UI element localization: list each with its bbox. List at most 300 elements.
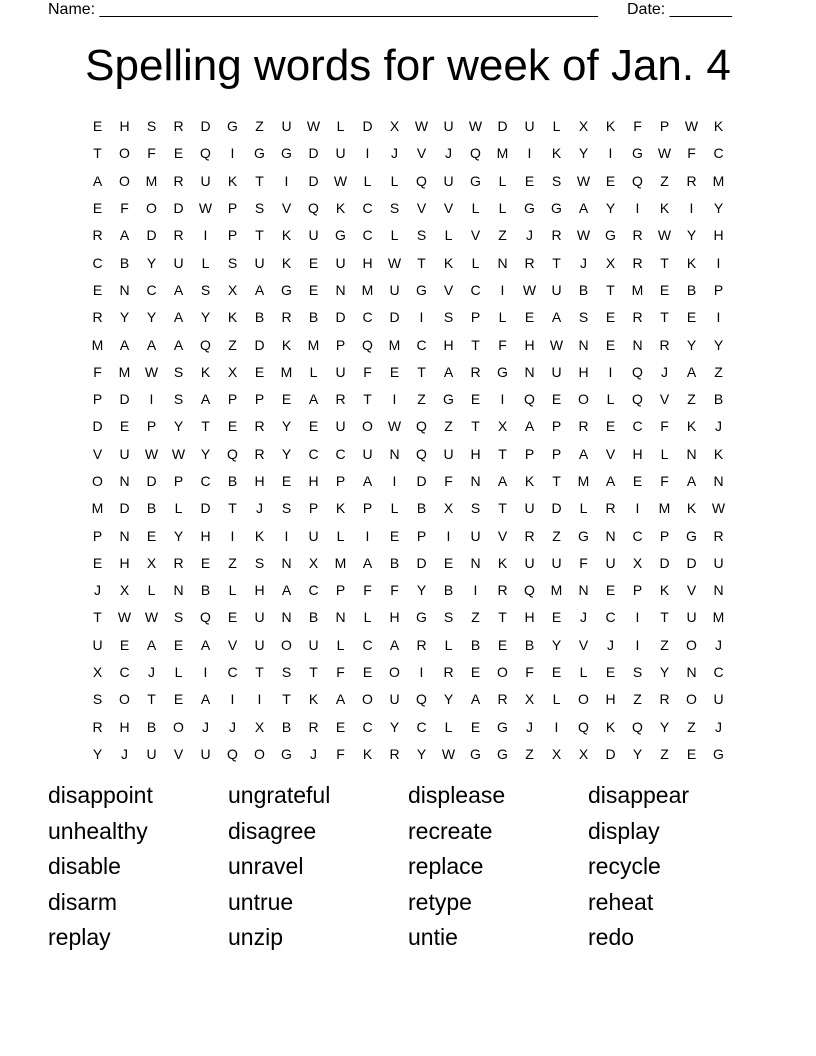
grid-letter[interactable]: U [92,636,103,653]
grid-letter[interactable]: J [391,145,398,162]
grid-letter[interactable]: X [119,582,130,599]
grid-letter[interactable]: U [173,254,184,271]
grid-letter[interactable]: R [443,664,454,681]
grid-letter[interactable]: U [524,500,535,517]
grid-letter[interactable]: Z [660,745,669,762]
grid-letter[interactable]: U [308,527,319,544]
grid-letter[interactable]: G [497,718,508,735]
grid-letter[interactable]: L [471,200,480,217]
grid-letter[interactable]: E [605,664,616,681]
grid-letter[interactable]: Z [444,418,453,435]
grid-letter[interactable]: A [389,636,400,653]
grid-letter[interactable]: Q [470,145,481,162]
grid-letter[interactable]: L [498,309,507,326]
grid-letter[interactable]: L [228,582,237,599]
grid-letter[interactable]: H [254,582,265,599]
grid-letter[interactable]: U [713,691,724,708]
grid-letter[interactable]: D [416,473,427,489]
grid-letter[interactable]: Y [632,745,643,762]
grid-letter[interactable]: R [659,691,670,708]
grid-letter[interactable]: R [173,172,184,189]
grid-letter[interactable]: C [605,609,616,626]
grid-letter[interactable]: K [362,745,373,762]
grid-letter[interactable]: H [713,227,724,244]
grid-letter[interactable]: H [632,445,643,462]
grid-letter[interactable]: B [470,636,481,653]
grid-letter[interactable]: L [498,172,507,189]
grid-letter[interactable]: B [146,718,157,735]
grid-letter[interactable]: P [659,118,670,135]
grid-letter[interactable]: O [362,691,373,708]
grid-letter[interactable]: K [713,118,724,135]
grid-letter[interactable]: U [308,636,319,653]
grid-letter[interactable]: Y [173,527,184,544]
grid-letter[interactable]: P [254,391,265,408]
grid-letter[interactable]: O [92,473,103,489]
grid-letter[interactable]: K [605,718,616,735]
grid-letter[interactable]: N [119,281,130,298]
grid-letter[interactable]: E [605,309,616,326]
grid-letter[interactable]: E [92,281,103,298]
grid-letter[interactable]: S [173,391,184,408]
grid-letter[interactable]: G [524,200,535,217]
grid-letter[interactable]: U [443,118,454,135]
grid-letter[interactable]: T [498,445,507,462]
grid-letter[interactable]: E [632,473,643,489]
grid-letter[interactable]: H [605,691,616,708]
grid-letter[interactable]: Q [200,145,211,162]
grid-letter[interactable]: U [713,554,724,571]
grid-letter[interactable]: C [335,445,346,462]
grid-letter[interactable]: E [281,391,292,408]
grid-letter[interactable]: H [443,336,454,353]
grid-letter[interactable]: E [173,691,184,708]
grid-letter[interactable]: R [281,309,292,326]
grid-letter[interactable]: S [443,609,454,626]
grid-letter[interactable]: S [578,309,589,326]
grid-letter[interactable]: L [444,636,453,653]
grid-letter[interactable]: Y [659,664,670,681]
grid-letter[interactable]: A [146,336,157,353]
grid-letter[interactable]: W [144,609,159,626]
grid-letter[interactable]: U [443,172,454,189]
grid-letter[interactable]: P [470,309,481,326]
grid-letter[interactable]: U [551,281,562,298]
grid-letter[interactable]: O [119,691,130,708]
grid-letter[interactable]: T [660,609,669,626]
grid-letter[interactable]: E [551,664,562,681]
grid-letter[interactable]: U [254,636,265,653]
grid-letter[interactable]: P [146,418,157,435]
grid-letter[interactable]: W [387,254,402,271]
grid-letter[interactable]: C [713,145,724,162]
grid-letter[interactable]: G [713,745,724,762]
grid-letter[interactable]: P [308,500,319,517]
grid-letter[interactable]: H [119,718,130,735]
grid-letter[interactable]: G [686,527,697,544]
grid-letter[interactable]: I [716,254,721,271]
grid-letter[interactable]: A [173,281,184,298]
grid-letter[interactable]: L [606,391,615,408]
grid-letter[interactable]: S [173,609,184,626]
grid-letter[interactable]: E [92,200,103,217]
grid-letter[interactable]: L [552,118,561,135]
grid-letter[interactable]: F [498,336,507,353]
grid-letter[interactable]: N [389,445,400,462]
grid-letter[interactable]: A [200,691,211,708]
grid-letter[interactable]: Y [713,336,724,353]
grid-letter[interactable]: Y [389,718,400,735]
grid-letter[interactable]: O [119,145,130,162]
grid-letter[interactable]: K [227,309,238,326]
grid-letter[interactable]: C [416,718,427,735]
grid-letter[interactable]: X [254,718,265,735]
grid-letter[interactable]: D [200,118,211,135]
grid-letter[interactable]: R [173,227,184,244]
grid-letter[interactable]: Y [173,418,184,435]
grid-letter[interactable]: G [551,200,562,217]
grid-letter[interactable]: A [119,336,130,353]
grid-letter[interactable]: Y [416,582,427,599]
grid-letter[interactable]: E [524,309,535,326]
grid-letter[interactable]: U [524,118,535,135]
grid-letter[interactable]: E [92,554,103,571]
grid-letter[interactable]: E [497,636,508,653]
grid-letter[interactable]: U [551,363,562,380]
grid-letter[interactable]: W [387,418,402,435]
grid-letter[interactable]: E [659,281,670,298]
grid-letter[interactable]: Q [632,718,643,735]
grid-letter[interactable]: L [336,527,345,544]
grid-letter[interactable]: O [281,636,292,653]
grid-letter[interactable]: C [713,664,724,681]
grid-letter[interactable]: C [416,336,427,353]
grid-letter[interactable]: O [119,172,130,189]
grid-letter[interactable]: P [227,227,238,244]
grid-letter[interactable]: C [362,636,373,653]
grid-letter[interactable]: E [443,554,454,571]
grid-letter[interactable]: J [94,582,101,599]
grid-letter[interactable]: X [497,418,508,435]
grid-letter[interactable]: E [362,664,373,681]
grid-letter[interactable]: D [308,172,319,189]
grid-letter[interactable]: X [443,500,454,517]
grid-letter[interactable]: I [230,145,235,162]
grid-letter[interactable]: T [363,391,372,408]
grid-letter[interactable]: Q [416,445,427,462]
grid-letter[interactable]: E [470,664,481,681]
grid-letter[interactable]: F [444,473,453,489]
grid-letter[interactable]: K [281,227,292,244]
grid-letter[interactable]: O [686,691,697,708]
grid-letter[interactable]: P [713,281,724,298]
grid-letter[interactable]: T [552,254,561,271]
grid-letter[interactable]: H [362,254,373,271]
grid-letter[interactable]: U [119,445,130,462]
grid-letter[interactable]: N [686,445,697,462]
grid-letter[interactable]: N [713,582,724,599]
grid-letter[interactable]: G [416,281,427,298]
grid-letter[interactable]: B [146,500,157,517]
grid-letter[interactable]: V [497,527,508,544]
grid-letter[interactable]: H [200,527,211,544]
grid-letter[interactable]: I [230,691,235,708]
grid-letter[interactable]: I [716,309,721,326]
grid-letter[interactable]: M [118,363,131,380]
grid-letter[interactable]: G [605,227,616,244]
grid-letter[interactable]: G [335,227,346,244]
grid-letter[interactable]: F [336,745,345,762]
grid-letter[interactable]: R [632,309,643,326]
grid-letter[interactable]: I [257,691,262,708]
grid-letter[interactable]: E [470,391,481,408]
grid-letter[interactable]: Z [525,745,534,762]
grid-letter[interactable]: W [333,172,348,189]
grid-letter[interactable]: M [361,281,374,298]
grid-letter[interactable]: I [635,609,640,626]
grid-letter[interactable]: I [230,527,235,544]
grid-letter[interactable]: Y [686,336,697,353]
grid-letter[interactable]: M [334,554,347,571]
grid-letter[interactable]: T [309,664,318,681]
grid-letter[interactable]: F [390,582,399,599]
grid-letter[interactable]: N [578,582,589,599]
grid-letter[interactable]: K [605,118,616,135]
grid-letter[interactable]: S [173,363,184,380]
grid-letter[interactable]: R [497,691,508,708]
grid-letter[interactable]: K [713,445,724,462]
grid-letter[interactable]: J [256,500,263,517]
grid-letter[interactable]: Q [308,200,319,217]
grid-letter[interactable]: N [470,473,481,489]
grid-letter[interactable]: U [524,554,535,571]
grid-letter[interactable]: S [92,691,103,708]
grid-letter[interactable]: R [92,227,103,244]
grid-letter[interactable]: K [335,500,346,517]
grid-letter[interactable]: Z [687,718,696,735]
grid-letter[interactable]: A [254,281,265,298]
grid-letter[interactable]: L [660,445,669,462]
grid-letter[interactable]: I [473,582,478,599]
grid-letter[interactable]: V [416,200,427,217]
grid-letter[interactable]: X [578,118,589,135]
grid-letter[interactable]: U [308,227,319,244]
grid-letter[interactable]: R [497,582,508,599]
grid-letter[interactable]: M [388,336,401,353]
grid-letter[interactable]: Q [362,336,373,353]
grid-letter[interactable]: B [524,636,535,653]
grid-letter[interactable]: U [335,363,346,380]
grid-letter[interactable]: Q [524,391,535,408]
grid-letter[interactable]: M [658,500,671,517]
grid-letter[interactable]: W [171,445,186,462]
grid-letter[interactable]: U [389,281,400,298]
grid-letter[interactable]: X [551,745,562,762]
grid-letter[interactable]: Y [146,254,157,271]
grid-letter[interactable]: F [120,200,129,217]
grid-letter[interactable]: D [200,500,211,517]
grid-letter[interactable]: J [445,145,452,162]
grid-letter[interactable]: F [660,418,669,435]
grid-letter[interactable]: R [416,636,427,653]
grid-letter[interactable]: D [146,227,157,244]
grid-letter[interactable]: A [470,691,481,708]
grid-letter[interactable]: C [362,200,373,217]
grid-letter[interactable]: E [281,473,292,489]
grid-letter[interactable]: R [632,254,643,271]
grid-letter[interactable]: J [229,718,236,735]
grid-letter[interactable]: L [201,254,210,271]
grid-letter[interactable]: M [712,172,725,189]
grid-letter[interactable]: T [552,473,561,489]
grid-letter[interactable]: T [660,309,669,326]
grid-letter[interactable]: E [227,418,238,435]
grid-letter[interactable]: Q [200,609,211,626]
grid-letter[interactable]: O [578,691,589,708]
grid-letter[interactable]: E [119,636,130,653]
grid-letter[interactable]: B [416,500,427,517]
grid-letter[interactable]: R [308,718,319,735]
grid-letter[interactable]: O [146,200,157,217]
grid-letter[interactable]: B [254,309,265,326]
name-field[interactable]: Name: ________________________________________________________ [48,1,598,18]
grid-letter[interactable]: Q [632,363,643,380]
grid-letter[interactable]: X [605,254,616,271]
grid-letter[interactable]: Y [146,309,157,326]
grid-letter[interactable]: L [498,200,507,217]
grid-letter[interactable]: S [281,500,292,517]
grid-letter[interactable]: F [579,554,588,571]
grid-letter[interactable]: L [390,172,399,189]
grid-letter[interactable]: Y [686,227,697,244]
grid-letter[interactable]: J [715,418,722,435]
grid-letter[interactable]: U [335,418,346,435]
grid-letter[interactable]: D [605,745,616,762]
grid-letter[interactable]: E [92,118,103,135]
grid-letter[interactable]: P [551,418,562,435]
grid-letter[interactable]: W [576,172,591,189]
grid-letter[interactable]: T [498,500,507,517]
grid-letter[interactable]: P [632,582,643,599]
date-field[interactable]: Date: _______ [627,1,732,18]
grid-letter[interactable]: O [686,636,697,653]
grid-letter[interactable]: E [146,527,157,544]
grid-letter[interactable]: E [605,582,616,599]
grid-letter[interactable]: F [660,473,669,489]
grid-letter[interactable]: I [446,527,451,544]
grid-letter[interactable]: D [146,473,157,489]
grid-letter[interactable]: G [281,145,292,162]
grid-letter[interactable]: P [362,500,373,517]
grid-letter[interactable]: P [335,582,346,599]
grid-letter[interactable]: U [335,254,346,271]
grid-letter[interactable]: T [201,418,210,435]
grid-letter[interactable]: O [362,418,373,435]
grid-letter[interactable]: G [578,527,589,544]
grid-letter[interactable]: J [580,254,587,271]
grid-letter[interactable]: D [416,554,427,571]
grid-letter[interactable]: B [443,582,454,599]
grid-letter[interactable]: N [497,254,508,271]
grid-letter[interactable]: Z [228,554,237,571]
grid-letter[interactable]: P [92,391,103,408]
grid-letter[interactable]: J [715,718,722,735]
grid-letter[interactable]: N [605,527,616,544]
grid-letter[interactable]: R [389,745,400,762]
grid-letter[interactable]: S [632,664,643,681]
grid-letter[interactable]: T [606,281,615,298]
grid-letter[interactable]: A [578,200,589,217]
grid-letter[interactable]: I [635,500,640,517]
grid-letter[interactable]: E [200,554,211,571]
grid-letter[interactable]: A [686,473,697,489]
grid-letter[interactable]: C [92,254,103,271]
grid-letter[interactable]: J [310,745,317,762]
grid-letter[interactable]: M [631,281,644,298]
grid-letter[interactable]: R [92,309,103,326]
grid-letter[interactable]: E [605,172,616,189]
grid-letter[interactable]: N [335,281,346,298]
grid-letter[interactable]: W [414,118,429,135]
grid-letter[interactable]: X [389,118,400,135]
grid-letter[interactable]: A [497,473,508,489]
grid-letter[interactable]: H [308,473,319,489]
grid-letter[interactable]: W [144,363,159,380]
grid-letter[interactable]: R [470,363,481,380]
grid-letter[interactable]: C [227,664,238,681]
grid-letter[interactable]: G [254,145,265,162]
grid-letter[interactable]: V [443,281,454,298]
grid-letter[interactable]: R [335,391,346,408]
grid-letter[interactable]: W [441,745,456,762]
grid-letter[interactable]: A [335,691,346,708]
grid-letter[interactable]: X [632,554,643,571]
grid-letter[interactable]: X [524,691,535,708]
grid-letter[interactable]: A [686,363,697,380]
grid-letter[interactable]: I [392,391,397,408]
grid-letter[interactable]: V [92,445,103,462]
grid-letter[interactable]: A [146,636,157,653]
grid-letter[interactable]: U [254,609,265,626]
grid-letter[interactable]: G [632,145,643,162]
grid-letter[interactable]: P [173,473,184,489]
grid-letter[interactable]: K [686,418,697,435]
grid-letter[interactable]: Y [92,745,103,762]
grid-letter[interactable]: R [551,227,562,244]
grid-letter[interactable]: U [200,172,211,189]
grid-letter[interactable]: H [119,118,130,135]
grid-letter[interactable]: A [281,582,292,599]
grid-letter[interactable]: I [635,200,640,217]
grid-letter[interactable]: M [496,145,509,162]
grid-letter[interactable]: P [335,473,346,489]
grid-letter[interactable]: U [146,745,157,762]
grid-letter[interactable]: X [227,363,238,380]
grid-letter[interactable]: F [363,363,372,380]
grid-letter[interactable]: H [524,336,535,353]
grid-letter[interactable]: E [335,718,346,735]
grid-letter[interactable]: F [336,664,345,681]
grid-letter[interactable]: Z [633,691,642,708]
grid-letter[interactable]: G [497,363,508,380]
grid-letter[interactable]: D [254,336,265,353]
grid-letter[interactable]: J [661,363,668,380]
grid-letter[interactable]: E [254,363,265,380]
grid-letter[interactable]: S [254,200,265,217]
grid-letter[interactable]: L [336,118,345,135]
grid-letter[interactable]: Z [660,636,669,653]
grid-letter[interactable]: X [227,281,238,298]
